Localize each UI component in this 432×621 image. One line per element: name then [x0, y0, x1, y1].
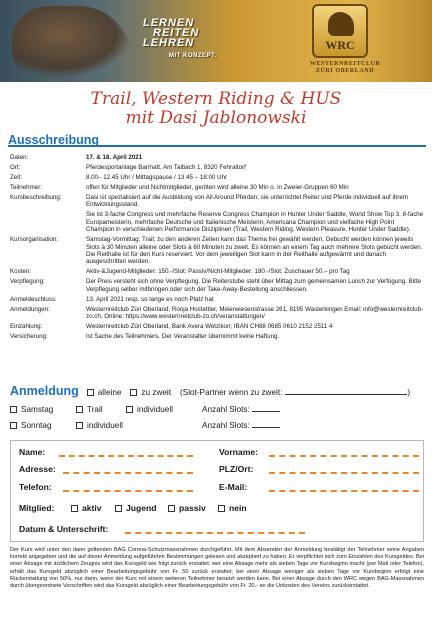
info-row [10, 164, 424, 171]
registration-title: Anmeldung [10, 384, 79, 398]
info-value: Westernreitclub Züri Oberland, Bank Avera Wetzikon; IBAN CH88 0685 0610 2152 2511 4 [86, 323, 333, 331]
info-value: Aktiv-&Jugend-Mitglieder: 150.-/Slot; Passiv/Nicht-Mitglieder: 180.-/Slot; Zuschauer 50.– pro Tag [86, 268, 350, 276]
option-aktiv-label: aktiv [82, 503, 102, 513]
club-logo [312, 4, 368, 58]
option-sonntag[interactable] [10, 420, 76, 431]
rider-horse-image [12, 6, 132, 78]
plz-ort-label: PLZ/Ort: [219, 464, 254, 474]
checkbox-passiv[interactable] [168, 505, 175, 512]
info-row [10, 333, 424, 340]
info-row [10, 236, 424, 266]
slogan-line-2: REITEN [153, 27, 200, 39]
plz-ort-field[interactable] [269, 472, 419, 474]
info-label: Kosten: [10, 268, 31, 276]
info-value: Pferdesportanlage Barmatt, Am Talbach 1, 8320 Fehraltorf [86, 164, 246, 171]
row-sonntag [10, 417, 424, 433]
option-individuell-sa-label: individuell [137, 404, 173, 414]
vorname-field[interactable] [269, 455, 419, 457]
info-value: 13. April 2021 resp. so lange es noch Platz hat [86, 295, 214, 303]
email-field[interactable] [269, 490, 419, 492]
club-name-line-2: ZÜRI OBERLAND [315, 68, 375, 74]
mitglied-label: Mitglied: [19, 503, 55, 513]
anzahl-slots-sa [202, 404, 280, 415]
datum-label: Datum & Unterschrift: [19, 524, 109, 534]
checkbox-jugend[interactable] [115, 505, 122, 512]
checkbox-nein[interactable] [218, 505, 225, 512]
info-value: Sie ist 3-fache Congress und mehrfache Reserve Congress Champion in Hunter Under Saddle, World Show Top 3, 8-fache Europameisterin, mehrfache Deutsche und Italienische Meisterin, Americana Champion und vielfache High Point Champion in verschiedenen Performance Disziplinen (Trail, Western Riding, Western Pleasure, Hunter Under Saddle). [86, 211, 424, 234]
option-samstag[interactable] [10, 404, 76, 415]
anzahl-slots-sa-label: Anzahl Slots: [202, 404, 250, 414]
info-label: Zeit: [10, 174, 23, 181]
option-sonntag-label: Sonntag [21, 420, 52, 430]
option-alleine-label: alleine [97, 388, 122, 397]
checkbox-aktiv[interactable] [71, 505, 78, 512]
option-passiv-label: passiv [179, 503, 206, 513]
info-table [10, 154, 424, 343]
info-row [10, 194, 424, 209]
option-passiv[interactable] [168, 503, 206, 513]
info-label: Anmeldeschluss: [10, 295, 57, 303]
option-individuell-sa[interactable] [126, 404, 202, 415]
info-value: Dasi ist spezialisiert auf die Ausbildung von All Around Pferden; sie unterrichtet Reiter und Pferde individuell auf ihrem Entwicklungsstand. [86, 194, 408, 209]
checkbox-trail[interactable] [76, 406, 83, 413]
info-row [10, 184, 424, 191]
info-value: Der Preis versteht sich ohne Verpflegung. Die Reiterstube steht über Mittag zum gemeinsamen Lunch zur Verfügung. Bitte Verpflegung selber mitbringen oder sich der Take-Away-Bestellung anschliessen. [86, 278, 421, 293]
header-banner [0, 0, 432, 82]
row-samstag [10, 401, 424, 417]
info-value: Ist Sache des Teilnehmers. Der Veranstalter übernimmt keine Haftung. [86, 333, 280, 341]
checkbox-individuell-sa[interactable] [126, 406, 133, 413]
option-nein-label: nein [229, 503, 247, 513]
info-row [10, 296, 424, 303]
option-jugend-label: Jugend [126, 503, 157, 513]
info-label: Teilnehmer: [10, 184, 42, 191]
checkbox-alleine[interactable] [87, 389, 94, 396]
info-value: offen für Mitglieder und Nichtmitglieder, geritten wird alleine 30 Min o. in Zweier-Gruppen 60 Min [86, 184, 349, 191]
info-label: Ort: [10, 164, 21, 171]
section-header [8, 131, 426, 147]
anzahl-slots-so-label: Anzahl Slots: [202, 420, 250, 430]
terms-text: Der Kurs wird unter den dann geltenden BAG Corona-Schutzmassnahmen durchgeführt. Mit dem Absenden der Anmeldung bestätigt der Teilnehmer seine Angaben korrekt angegeben und die auf dieser Anmeldung aufgeführten Bestimmungen gelesen und akzeptiert zu haben. Er verpflichtet sich zum Einzahlen des Kursgeldes. Bei einer Absage mit ärztlichem Zeugnis wird das Kursgeld wie folgt zurück erstattet: wer eine Absage mehr als sieben Tage vor Kursbeginn macht (per Mail oder Telefon), erhält das Kursgeld abzüglich einer Bearbeitungsgebühr von Fr. 50 zurück erstattet; bei einer Absage weniger als sieben Tage vor Kursbeginn erfolgt eine Rückerstattung von 50%, nur dann, wenn der Kurs mit einem weiteren Teilnehmer besetzt werden kann. Bei einer Absage durch den WRC wegen BAG-Massnahmen durch übergeordnete Vorschriften wird das Kursgeld abzüglich einer Bearbeitungsgebühr von Fr. 20.- an die Unkosten des Vereins zurückerstattet. [10, 547, 424, 590]
option-aktiv[interactable] [71, 503, 102, 513]
signature-field[interactable] [125, 532, 305, 534]
registration-header [10, 386, 424, 398]
anzahl-slots-sa-field[interactable] [252, 404, 280, 412]
telefon-field[interactable] [63, 490, 193, 492]
info-label: Kursbeschreibung: [10, 194, 62, 201]
slogan-line-1: LERNEN [143, 17, 195, 29]
info-row [10, 154, 424, 161]
option-trail[interactable] [76, 404, 126, 415]
registration-section [10, 386, 424, 433]
info-label: Anmeldungen: [10, 305, 50, 313]
horse-icon [328, 12, 354, 36]
info-value: 17. & 18. April 2021 [86, 154, 143, 161]
option-alleine[interactable] [87, 387, 122, 398]
info-value: Westernreitclub Züri Oberland, Ronja Hostettler, Meierwiesenstrasse 261, 8195 Wasterkingen Email: info@westernreitclub-zo.ch; Online: https://www.westernreitclub-zo.ch/veranstaltungen/ [86, 305, 424, 321]
slogan-tag: MIT KONZEPT. [169, 53, 217, 59]
email-label: E-Mail: [219, 482, 248, 492]
club-name [290, 61, 400, 75]
checkbox-samstag[interactable] [10, 406, 17, 413]
slot-partner-close: ) [407, 388, 411, 397]
checkbox-individuell-so[interactable] [76, 422, 83, 429]
page-title [0, 90, 432, 128]
info-label: Verpflegung: [10, 278, 45, 286]
option-individuell-so[interactable] [76, 420, 202, 431]
personal-data-form [10, 440, 424, 542]
info-value: 8.00– 12.45 Uhr / Mittagspause / 13.45 – 18:00 Uhr [86, 174, 228, 181]
logo-text: WRC [325, 38, 355, 52]
name-field[interactable] [59, 455, 193, 457]
vorname-label: Vorname: [219, 447, 258, 457]
option-zu-zweit[interactable] [130, 387, 171, 398]
title-line-1: Trail, Western Riding & HUS [90, 89, 342, 109]
title-line-2: mit Dasi Jablonowski [125, 108, 307, 128]
info-row [10, 306, 424, 321]
option-zu-zweit-label: zu zweit [141, 388, 171, 397]
info-row [10, 268, 424, 275]
option-nein[interactable] [218, 503, 247, 513]
slogan-line-3: LEHREN [143, 37, 195, 49]
telefon-label: Telefon: [19, 482, 52, 492]
info-label [10, 211, 86, 233]
adresse-label: Adresse: [19, 464, 56, 474]
checkbox-sonntag[interactable] [10, 422, 17, 429]
registration-options [10, 401, 424, 433]
info-label: Einzahlung: [10, 323, 43, 331]
info-label: Daten: [10, 154, 29, 161]
slot-partner-field[interactable] [285, 386, 407, 395]
anzahl-slots-so [202, 420, 280, 431]
adresse-field[interactable] [63, 472, 193, 474]
checkbox-zu-zweit[interactable] [130, 389, 137, 396]
section-title: Ausschreibung [8, 133, 99, 147]
slogan [143, 18, 217, 61]
option-samstag-label: Samstag [21, 404, 54, 414]
info-label: Kursorganisation: [10, 236, 59, 244]
info-row [10, 278, 424, 293]
info-label: Versicherung: [10, 333, 48, 341]
option-jugend[interactable] [115, 503, 157, 513]
info-row [10, 323, 424, 330]
club-name-line-1: WESTERNREITCLUB [309, 61, 381, 67]
name-label: Name: [19, 447, 46, 457]
info-value: Samstag-Vormittag: Trail; zu den anderen Zeiten kann das Thema frei gewählt werden. Gebucht werden können jeweils Slots à 30 Minuten alleine oder Slots à 60 Minuten zu zweit. Es können an einem Tag auch mehrere Slots gebucht werden. Die Reithalle ist für den Kurs reserviert. Vor dem jeweiligen Slot kann in der Reithalle aufgewärmt und danach ausgeschritten werden. [86, 236, 423, 266]
slot-partner-label: (Slot-Partner wenn zu zweit: [180, 388, 283, 397]
anzahl-slots-so-field[interactable] [252, 420, 280, 428]
option-trail-label: Trail [87, 404, 103, 414]
option-individuell-so-label: individuell [87, 420, 123, 430]
info-row [10, 211, 424, 233]
info-row [10, 174, 424, 181]
